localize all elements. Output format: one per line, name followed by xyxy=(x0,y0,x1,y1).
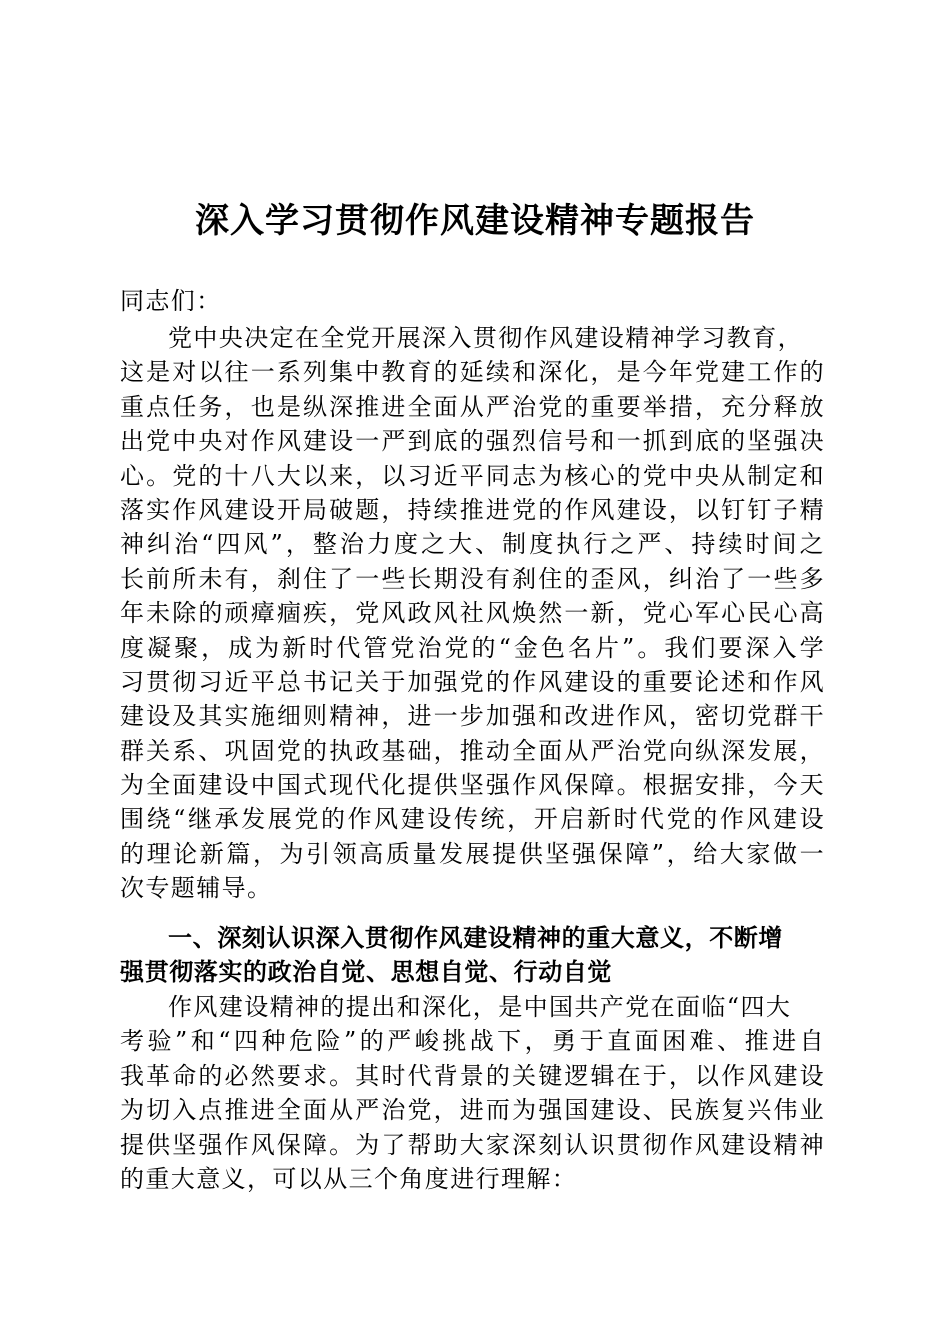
paragraph-line: 神纠治“四风”，整治力度之大、制度执行之严、持续时间之 xyxy=(120,530,825,559)
paragraph-line: 重点任务，也是纵深推进全面从严治党的重要举措，充分释放 xyxy=(120,392,825,421)
paragraph-line: 提供坚强作风保障。为了帮助大家深刻认识贯彻作风建设精神 xyxy=(120,1130,825,1159)
paragraph-line: 心。党的十八大以来，以习近平同志为核心的党中央从制定和 xyxy=(120,461,825,490)
paragraph-line: 群关系、巩固党的执政基础，推动全面从严治党向纵深发展， xyxy=(120,736,825,765)
paragraph-line: 的重大意义，可以从三个角度进行理解： xyxy=(120,1164,578,1193)
paragraph-line: 作风建设精神的提出和深化，是中国共产党在面临“四大 xyxy=(168,993,792,1021)
paragraph-line: 度凝聚，成为新时代管党治党的“金色名片”。我们要深入学 xyxy=(120,633,825,662)
paragraph-line: 长前所未有，刹住了一些长期没有刹住的歪风，纠治了一些多 xyxy=(120,564,825,593)
paragraph-line: 的理论新篇，为引领高质量发展提供坚强保障”，给大家做一 xyxy=(120,839,825,868)
document-title: 深入学习贯彻作风建设精神专题报告 xyxy=(195,201,755,241)
paragraph-line: 我革命的必然要求。其时代背景的关键逻辑在于，以作风建设 xyxy=(120,1061,825,1090)
paragraph-line: 党中央决定在全党开展深入贯彻作风建设精神学习教育， xyxy=(168,324,803,352)
paragraph-intro xyxy=(120,321,825,906)
paragraph-line: 次专题辅导。 xyxy=(120,874,273,903)
paragraph-section-1 xyxy=(120,990,825,1196)
paragraph-line: 年未除的顽瘴痼疾，党风政风社风焕然一新，党心军心民心高 xyxy=(120,599,825,628)
salutation: 同志们： xyxy=(120,287,222,315)
paragraph-line: 落实作风建设开局破题，持续推进党的作风建设，以钉钉子精 xyxy=(120,495,825,524)
paragraph-line: 为全面建设中国式现代化提供坚强作风保障。根据安排，今天 xyxy=(120,771,825,800)
paragraph-line: 建设及其实施细则精神，进一步加强和改进作风，密切党群干 xyxy=(120,702,825,731)
heading-line: 一、深刻认识深入贯彻作风建设精神的重大意义，不断增 xyxy=(168,924,783,952)
paragraph-line: 出党中央对作风建设一严到底的强烈信号和一抓到底的坚强决 xyxy=(120,427,825,456)
paragraph-line: 习贯彻习近平总书记关于加强党的作风建设的重要论述和作风 xyxy=(120,667,825,696)
paragraph-line: 围绕“继承发展党的作风建设传统，开启新时代党的作风建设 xyxy=(120,805,825,834)
paragraph-line: 为切入点推进全面从严治党，进而为强国建设、民族复兴伟业 xyxy=(120,1096,825,1125)
heading-line: 强贯彻落实的政治自觉、思想自觉、行动自觉 xyxy=(120,958,612,987)
paragraph-line: 考验”和“四种危险”的严峻挑战下，勇于直面困难、推进自 xyxy=(120,1027,825,1056)
section-heading-1 xyxy=(120,921,825,990)
paragraph-line: 这是对以往一系列集中教育的延续和深化，是今年党建工作的 xyxy=(120,358,825,387)
